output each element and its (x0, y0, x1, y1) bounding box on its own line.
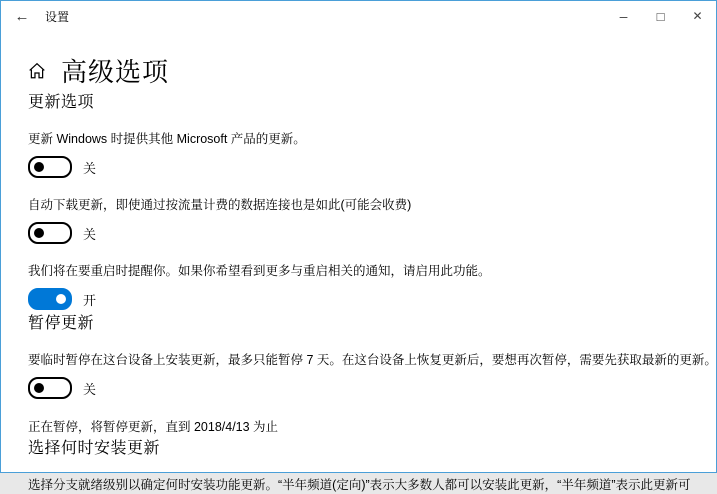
setting-metered-download (28, 197, 689, 244)
toggle-row (28, 156, 689, 178)
section-heading-update-options: 更新选项 (28, 94, 95, 111)
back-button[interactable] (1, 1, 43, 31)
section-heading-choose-when: 选择何时安装更新 (28, 440, 161, 457)
home-icon (28, 62, 46, 80)
setting-description: 要临时暂停在这台设备上安装更新，最多只能暂停 7 天。在这台设备上恢复更新后，要想再次暂停，需要先获取最新的更新。 (28, 353, 717, 367)
setting-ms-products (28, 131, 689, 178)
page-title: 高级选项 (61, 57, 170, 87)
app-title: 设置 (45, 9, 70, 24)
toggle-knob (34, 162, 44, 172)
setting-description: 自动下载更新，即使通过按流量计费的数据连接也是如此(可能会收费) (28, 198, 412, 212)
toggle-state-label: 开 (83, 292, 97, 308)
back-icon: ← (14, 7, 30, 25)
page-content (1, 52, 716, 494)
setting-restart-reminder (28, 263, 689, 310)
maximize-button[interactable] (642, 1, 679, 31)
maximize-icon: □ (656, 8, 665, 24)
choose-when-description: 选择分支就绪级别以确定何时安装功能更新。“半年频道(定向)”表示大多数人都可以安装此更新，“半年频道”表示此更新可 (28, 478, 691, 492)
toggle-row (28, 222, 689, 244)
setting-pause-updates (28, 352, 717, 399)
page-header (28, 52, 689, 89)
minimize-icon: – (619, 8, 628, 24)
setting-description: 我们将在要重启时提醒你。如果你希望看到更多与重启相关的通知，请启用此功能。 (28, 264, 491, 278)
toggle-row (28, 288, 689, 310)
toggle-knob (34, 228, 44, 238)
toggle-row (28, 377, 689, 399)
pause-updates-toggle[interactable] (28, 377, 72, 399)
minimize-button[interactable] (605, 1, 642, 31)
restart-reminder-toggle[interactable] (28, 288, 72, 310)
toggle-knob (34, 383, 44, 393)
ms-products-toggle[interactable] (28, 156, 72, 178)
close-icon: ✕ (692, 9, 703, 23)
titlebar (1, 1, 716, 31)
close-button[interactable] (679, 1, 716, 31)
pause-status-text: 正在暂停，将暂停更新，直到 2018/4/13 为止 (28, 420, 279, 434)
toggle-state-label: 关 (83, 381, 97, 397)
toggle-state-label: 关 (83, 226, 97, 242)
section-heading-pause-updates: 暂停更新 (28, 315, 95, 332)
toggle-knob (56, 294, 66, 304)
toggle-state-label: 关 (83, 160, 97, 176)
setting-description: 更新 Windows 时提供其他 Microsoft 产品的更新。 (28, 132, 306, 146)
metered-download-toggle[interactable] (28, 222, 72, 244)
